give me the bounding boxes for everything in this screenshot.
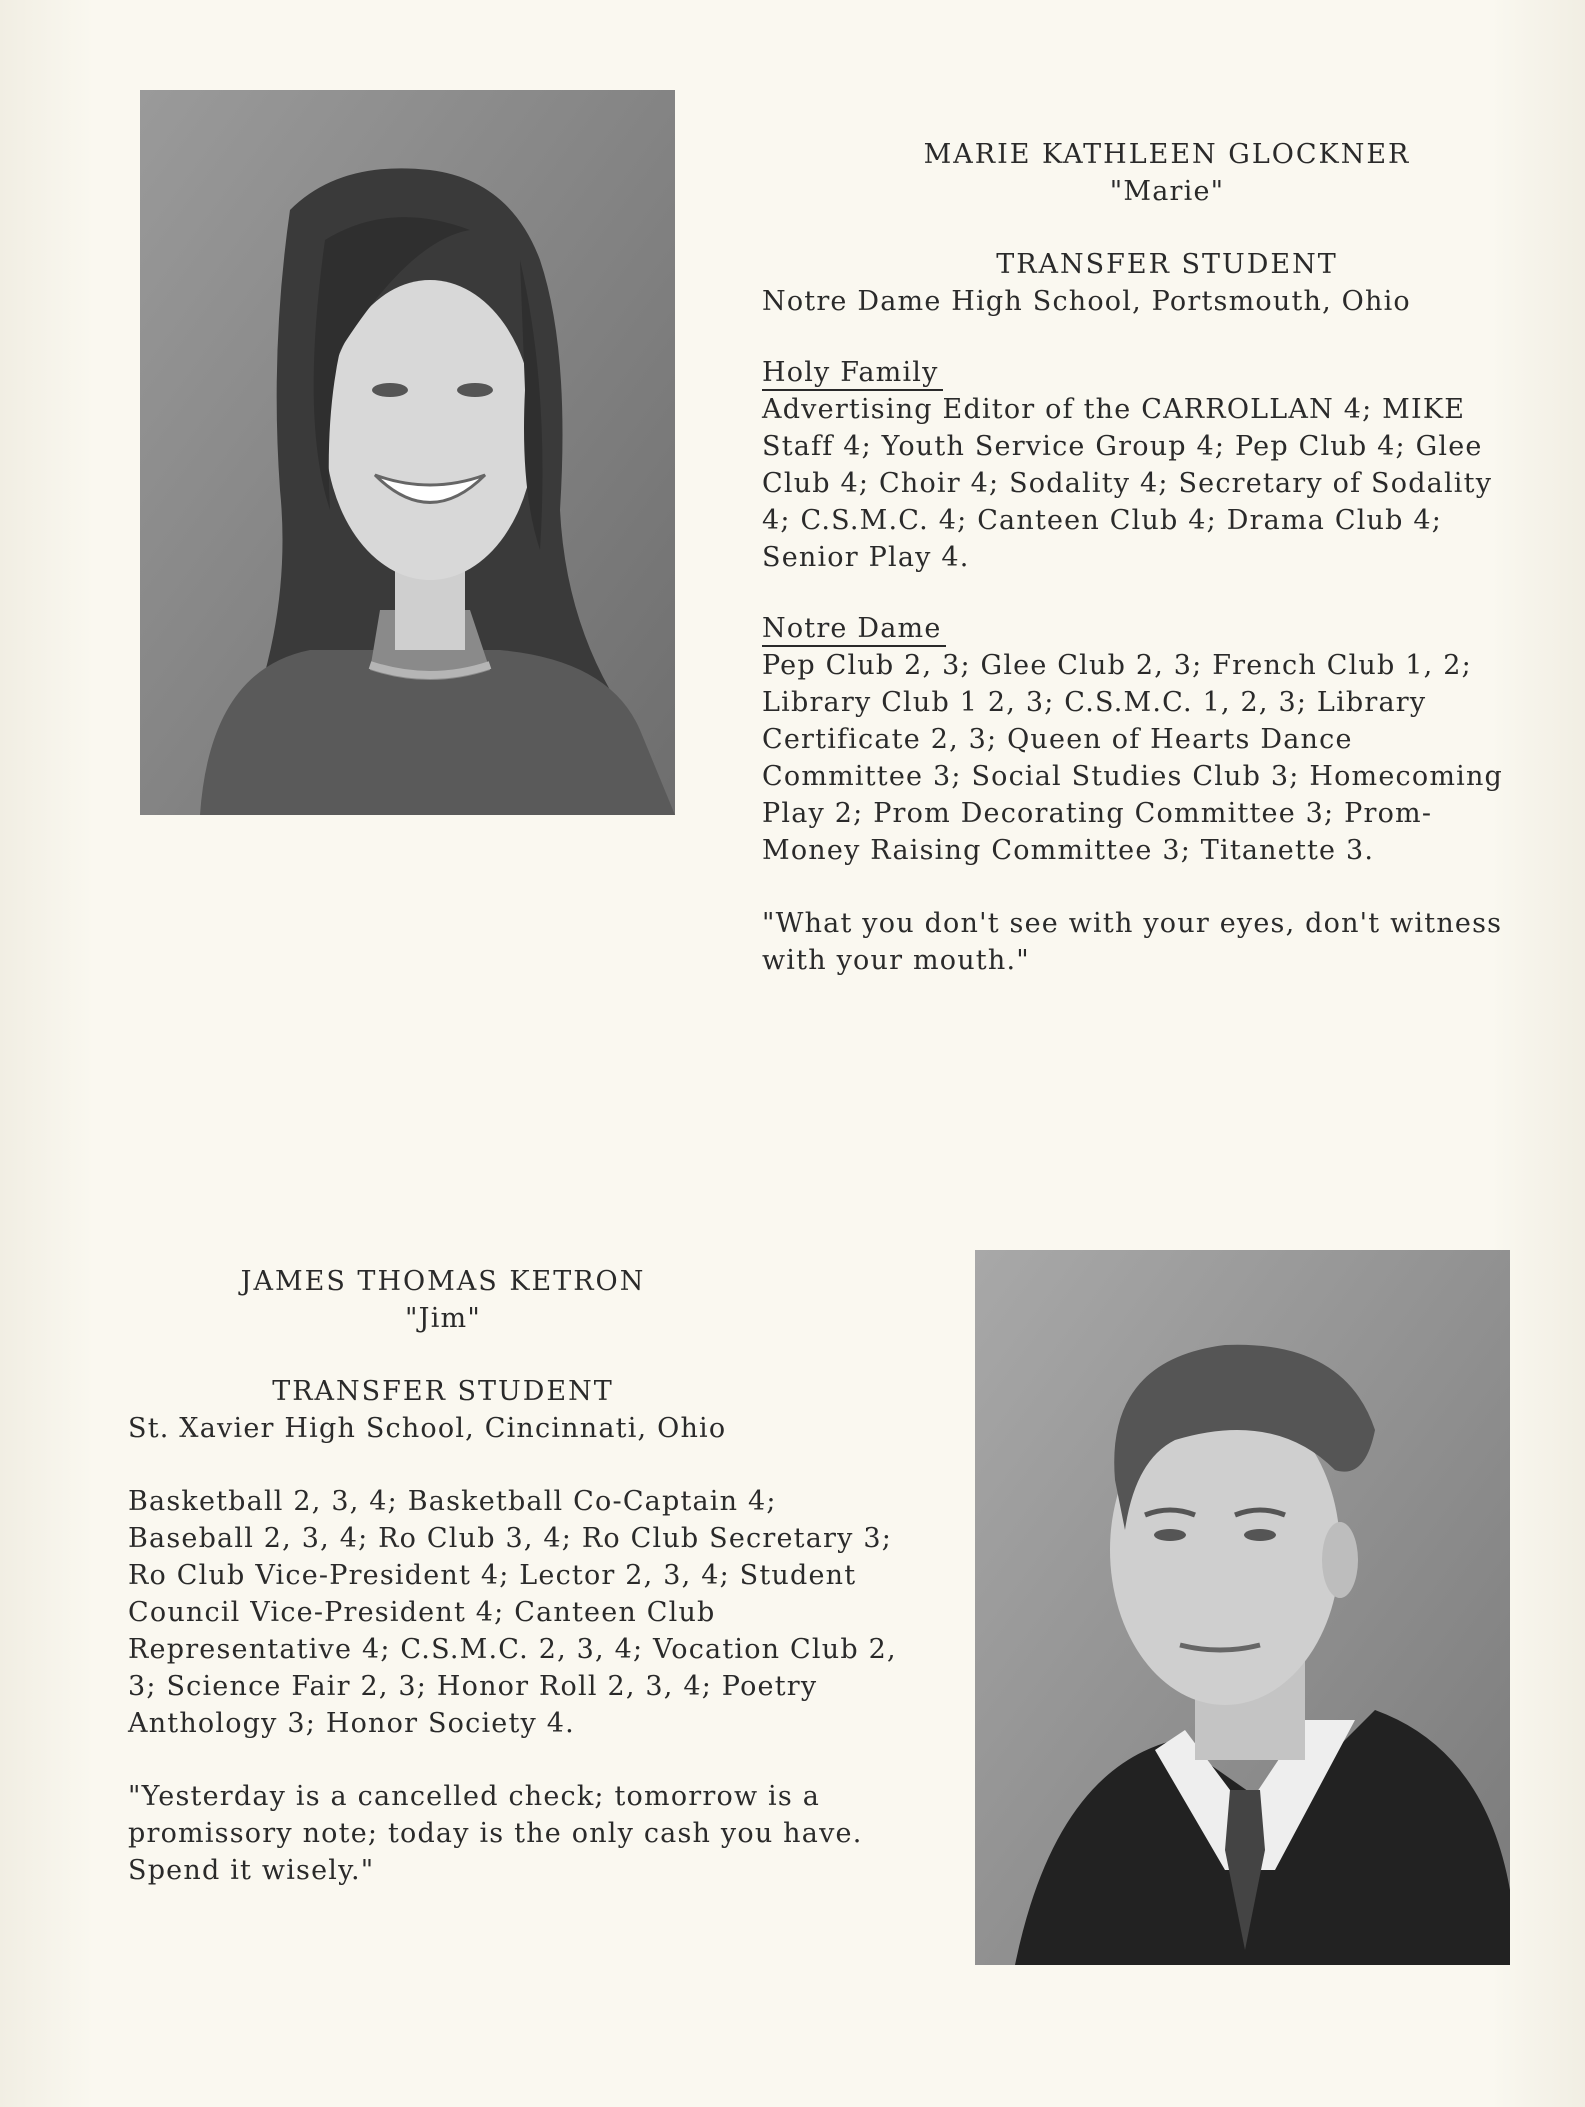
student-nickname: "Jim" <box>405 1303 481 1334</box>
student-quote: "What you don't see with your eyes, don't witness with your mouth." <box>762 908 1503 976</box>
transfer-status: TRANSFER STUDENT <box>272 1376 614 1407</box>
student-nickname: "Marie" <box>1109 176 1225 207</box>
activities-list: Basketball 2, 3, 4; Basketball Co-Captain 4; Baseball 2, 3, 4; Ro Club 3, 4; Ro Club Secretary 3; Ro Club Vice-President 4; Lector 2, 3, 4; Student Council Vice-President 4; Canteen Club Representative 4; C.S.M.C. 2, 3, 4; Vocation Club 2, 3; Science Fair 2, 3; Honor Roll 2, 3, 4; Poetry Anthology 3; Honor Society 4. <box>128 1486 897 1739</box>
student-bio-ketron <box>128 1263 908 1889</box>
portrait-drawing <box>140 90 675 815</box>
student-name: MARIE KATHLEEN GLOCKNER <box>923 139 1411 170</box>
previous-school: St. Xavier High School, Cincinnati, Ohio <box>128 1413 727 1444</box>
transfer-status: TRANSFER STUDENT <box>996 249 1338 280</box>
previous-school: Notre Dame High School, Portsmouth, Ohio <box>762 286 1411 317</box>
activities-list: Pep Club 2, 3; Glee Club 2, 3; French Club 1, 2; Library Club 1 2, 3; C.S.M.C. 1, 2, 3; Library Certificate 2, 3; Queen of Hearts Dance Committee 3; Social Studies Club 3; Homecoming Play 2; Prom Decorating Committee 3; Prom-Money Raising Committee 3; Titanette 3. <box>762 650 1504 866</box>
portrait-drawing <box>975 1250 1510 1965</box>
activities-list: Advertising Editor of the CARROLLAN 4; MIKE Staff 4; Youth Service Group 4; Pep Club 4; Glee Club 4; Choir 4; Sodality 4; Secretary of Sodality 4; C.S.M.C. 4; Canteen Club 4; Drama Club 4; Senior Play 4. <box>762 394 1493 573</box>
student-portrait-photo <box>140 90 675 815</box>
student-bio-glockner <box>762 136 1522 979</box>
student-quote: "Yesterday is a cancelled check; tomorrow is a promissory note; today is the only cash you have. Spend it wisely." <box>128 1781 863 1886</box>
section-heading: Notre Dame <box>762 612 946 647</box>
student-name: JAMES THOMAS KETRON <box>240 1266 646 1297</box>
student-portrait-photo <box>975 1250 1510 1965</box>
section-heading: Holy Family <box>762 356 943 391</box>
